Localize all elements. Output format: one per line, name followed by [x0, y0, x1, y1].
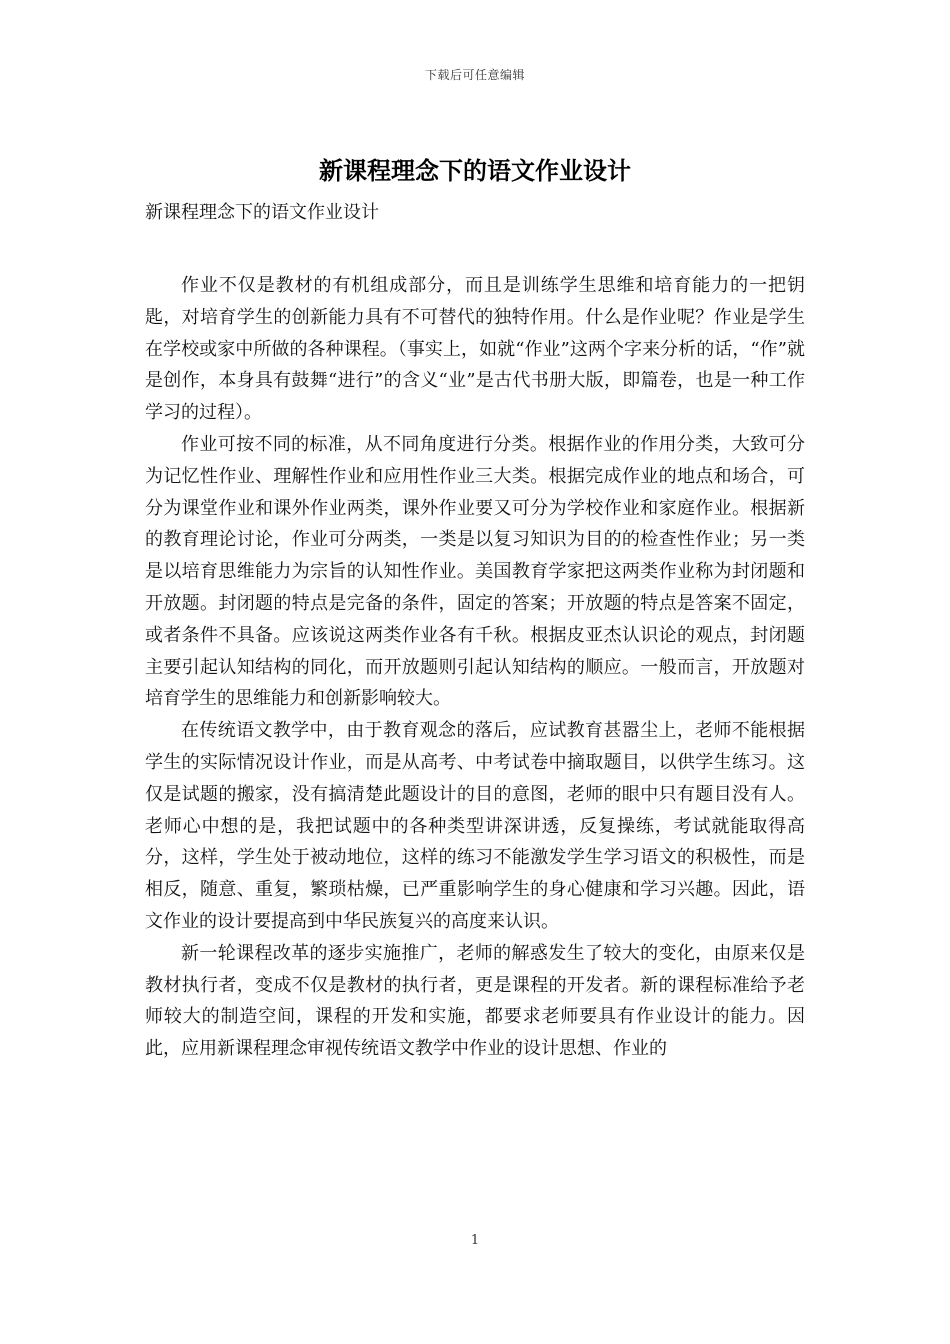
paragraph-4: 新一轮课程改革的逐步实施推广，老师的解惑发生了较大的变化，由原来仅是教材执行者，变成不仅是教材的执行者，更是课程的开发者。新的课程标准给予老师较大的制造空间，课程的开发和实施，都要求老师要具有作业设计的能力。因此，应用新课程理念审视传统语文教学中作业的设计思想、作业的 [145, 942, 805, 1060]
paragraph-1: 作业不仅是教材的有机组成部分，而且是训练学生思维和培育能力的一把钥匙，对培育学生的创新能力具有不可替代的独特作用。什么是作业呢？作业是学生在学校或家中所做的各种课程。（事实上，如就“作业”这两个字来分析的话，“作”就是创作，本身具有鼓舞“进行”的含义“业”是古代书册大版，即篇卷，也是一种工作学习的过程）。 [145, 275, 805, 424]
page-number: 1 [470, 1233, 480, 1248]
running-header: 下载后可任意编辑 [424, 68, 525, 82]
document-title: 新课程理念下的语文作业设计 [319, 156, 631, 185]
document-body [145, 270, 805, 1065]
paragraph-2: 作业可按不同的标准，从不同角度进行分类。根据作业的作用分类，大致可分为记忆性作业、理解性作业和应用性作业三大类。根据完成作业的地点和场合，可分为课堂作业和课外作业两类，课外作业要又可分为学校作业和家庭作业。根据新的教育理论讨论，作业可分两类，一类是以复习知识为目的的检查性作业；另一类是以培育思维能力为宗旨的认知性作业。美国教育学家把这两类作业称为封闭题和开放题。封闭题的特点是完备的条件，固定的答案；开放题的特点是答案不固定，或者条件不具备。应该说这两类作业各有千秋。根据皮亚杰认识论的观点，封闭题主要引起认知结构的同化，而开放题则引起认知结构的顺应。一般而言，开放题对培育学生的思维能力和创新影响较大。 [145, 433, 805, 710]
paragraph-3: 在传统语文教学中，由于教育观念的落后，应试教育甚嚣尘上，老师不能根据学生的实际情况设计作业，而是从高考、中考试卷中摘取题目，以供学生练习。这仅是试题的搬家，没有搞清楚此题设计的目的意图，老师的眼中只有题目没有人。老师心中想的是，我把试题中的各种类型讲深讲透，反复操练，考试就能取得高分，这样，学生处于被动地位，这样的练习不能激发学生学习语文的积极性，而是相反，随意、重复，繁琐枯燥，已严重影响学生的身心健康和学习兴趣。因此，语文作业的设计要提高到中华民族复兴的高度来认识。 [145, 720, 805, 932]
document-subtitle: 新课程理念下的语文作业设计 [145, 202, 379, 223]
